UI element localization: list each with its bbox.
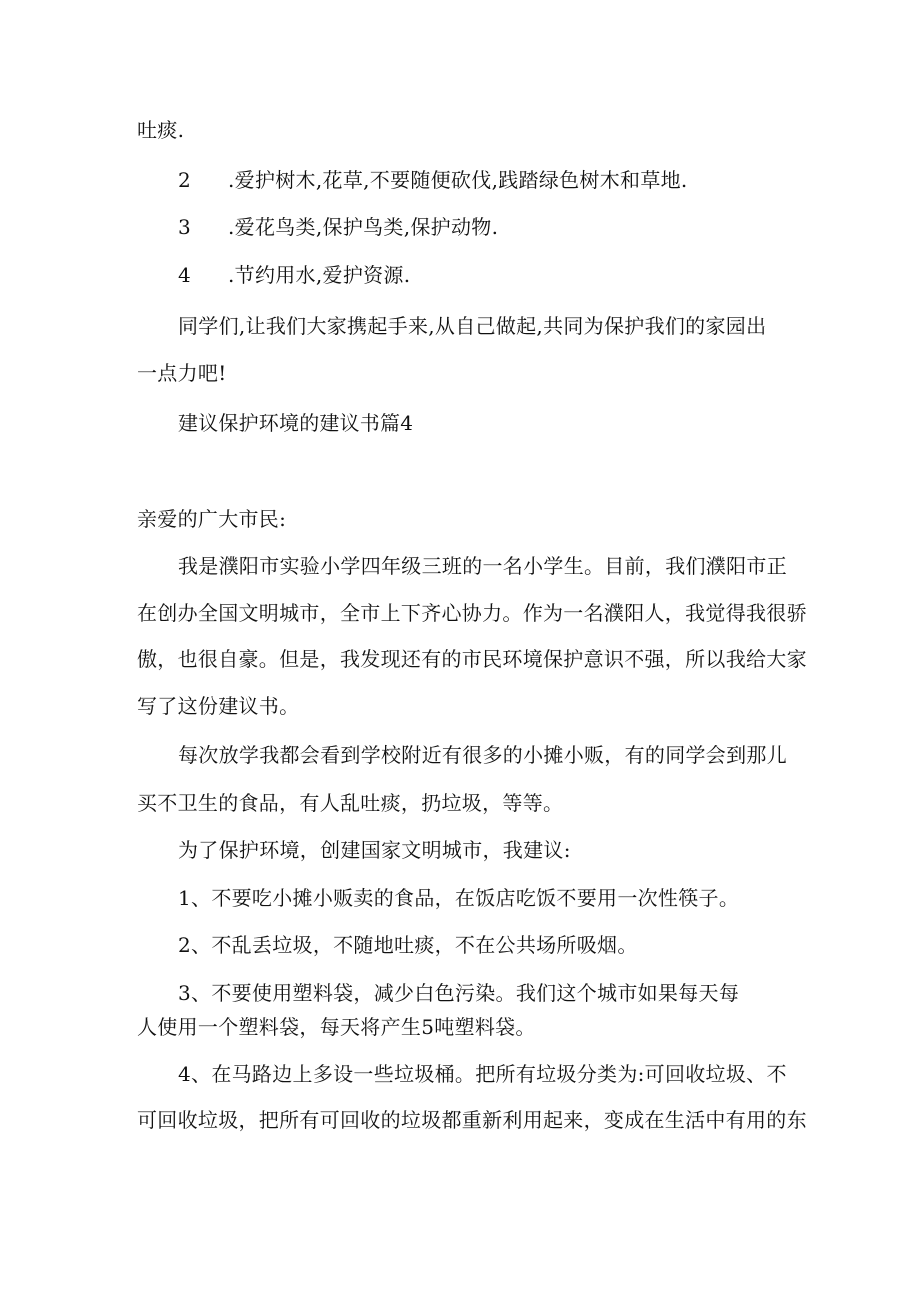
text-line: 吐痰. — [137, 118, 185, 142]
section-heading: 建议保护环境的建议书篇4 — [178, 411, 414, 435]
list-item — [178, 262, 410, 288]
paragraph-line: 傲，也很自豪。但是，我发现还有的市民环境保护意识不强，所以我给大家 — [137, 647, 807, 671]
paragraph-line: 同学们,让我们大家携起手来,从自己做起,共同为保护我们的家园出 — [178, 314, 767, 338]
list-number: 4 — [178, 263, 192, 287]
paragraph-line: 一点力吧! — [137, 361, 227, 385]
paragraph-line: 在创办全国文明城市，全市上下齐心协力。作为一名濮阳人，我觉得我很骄 — [137, 601, 807, 625]
paragraph-line: 人使用一个塑料袋，每天将产生5吨塑料袋。 — [137, 1015, 536, 1039]
list-item: 2、不乱丢垃圾，不随地吐痰，不在公共场所吸烟。 — [178, 933, 638, 957]
list-text: .爱花鸟类,保护鸟类,保护动物. — [228, 215, 499, 239]
list-text: .节约用水,爱护资源. — [228, 263, 411, 287]
list-item: 4、在马路边上多设一些垃圾桶。把所有垃圾分类为:可回收垃圾、不 — [178, 1062, 787, 1086]
paragraph-line: 买不卫生的食品，有人乱吐痰，扔垃圾，等等。 — [137, 791, 564, 815]
paragraph-line: 我是濮阳市实验小学四年级三班的一名小学生。目前，我们濮阳市正 — [178, 554, 787, 578]
list-number: 3 — [178, 215, 192, 239]
list-text: .爱护树木,花草,不要随便砍伐,践踏绿色树木和草地. — [228, 168, 688, 192]
list-item: 1、不要吃小摊小贩卖的食品，在饭店吃饭不要用一次性筷子。 — [178, 886, 740, 910]
paragraph-line: 每次放学我都会看到学校附近有很多的小摊小贩，有的同学会到那儿 — [178, 743, 787, 767]
paragraph-line: 可回收垃圾，把所有可回收的垃圾都重新利用起来，变成在生活中有用的东 — [137, 1108, 807, 1132]
paragraph-line: 写了这份建议书。 — [137, 694, 300, 718]
list-number: 2 — [178, 168, 192, 192]
list-item — [178, 214, 498, 240]
list-item: 3、不要使用塑料袋，减少白色污染。我们这个城市如果每天每 — [178, 981, 740, 1005]
list-item — [178, 167, 688, 193]
paragraph-line: 为了保护环境，创建国家文明城市，我建议: — [178, 838, 571, 862]
salutation: 亲爱的广大市民: — [137, 507, 287, 531]
